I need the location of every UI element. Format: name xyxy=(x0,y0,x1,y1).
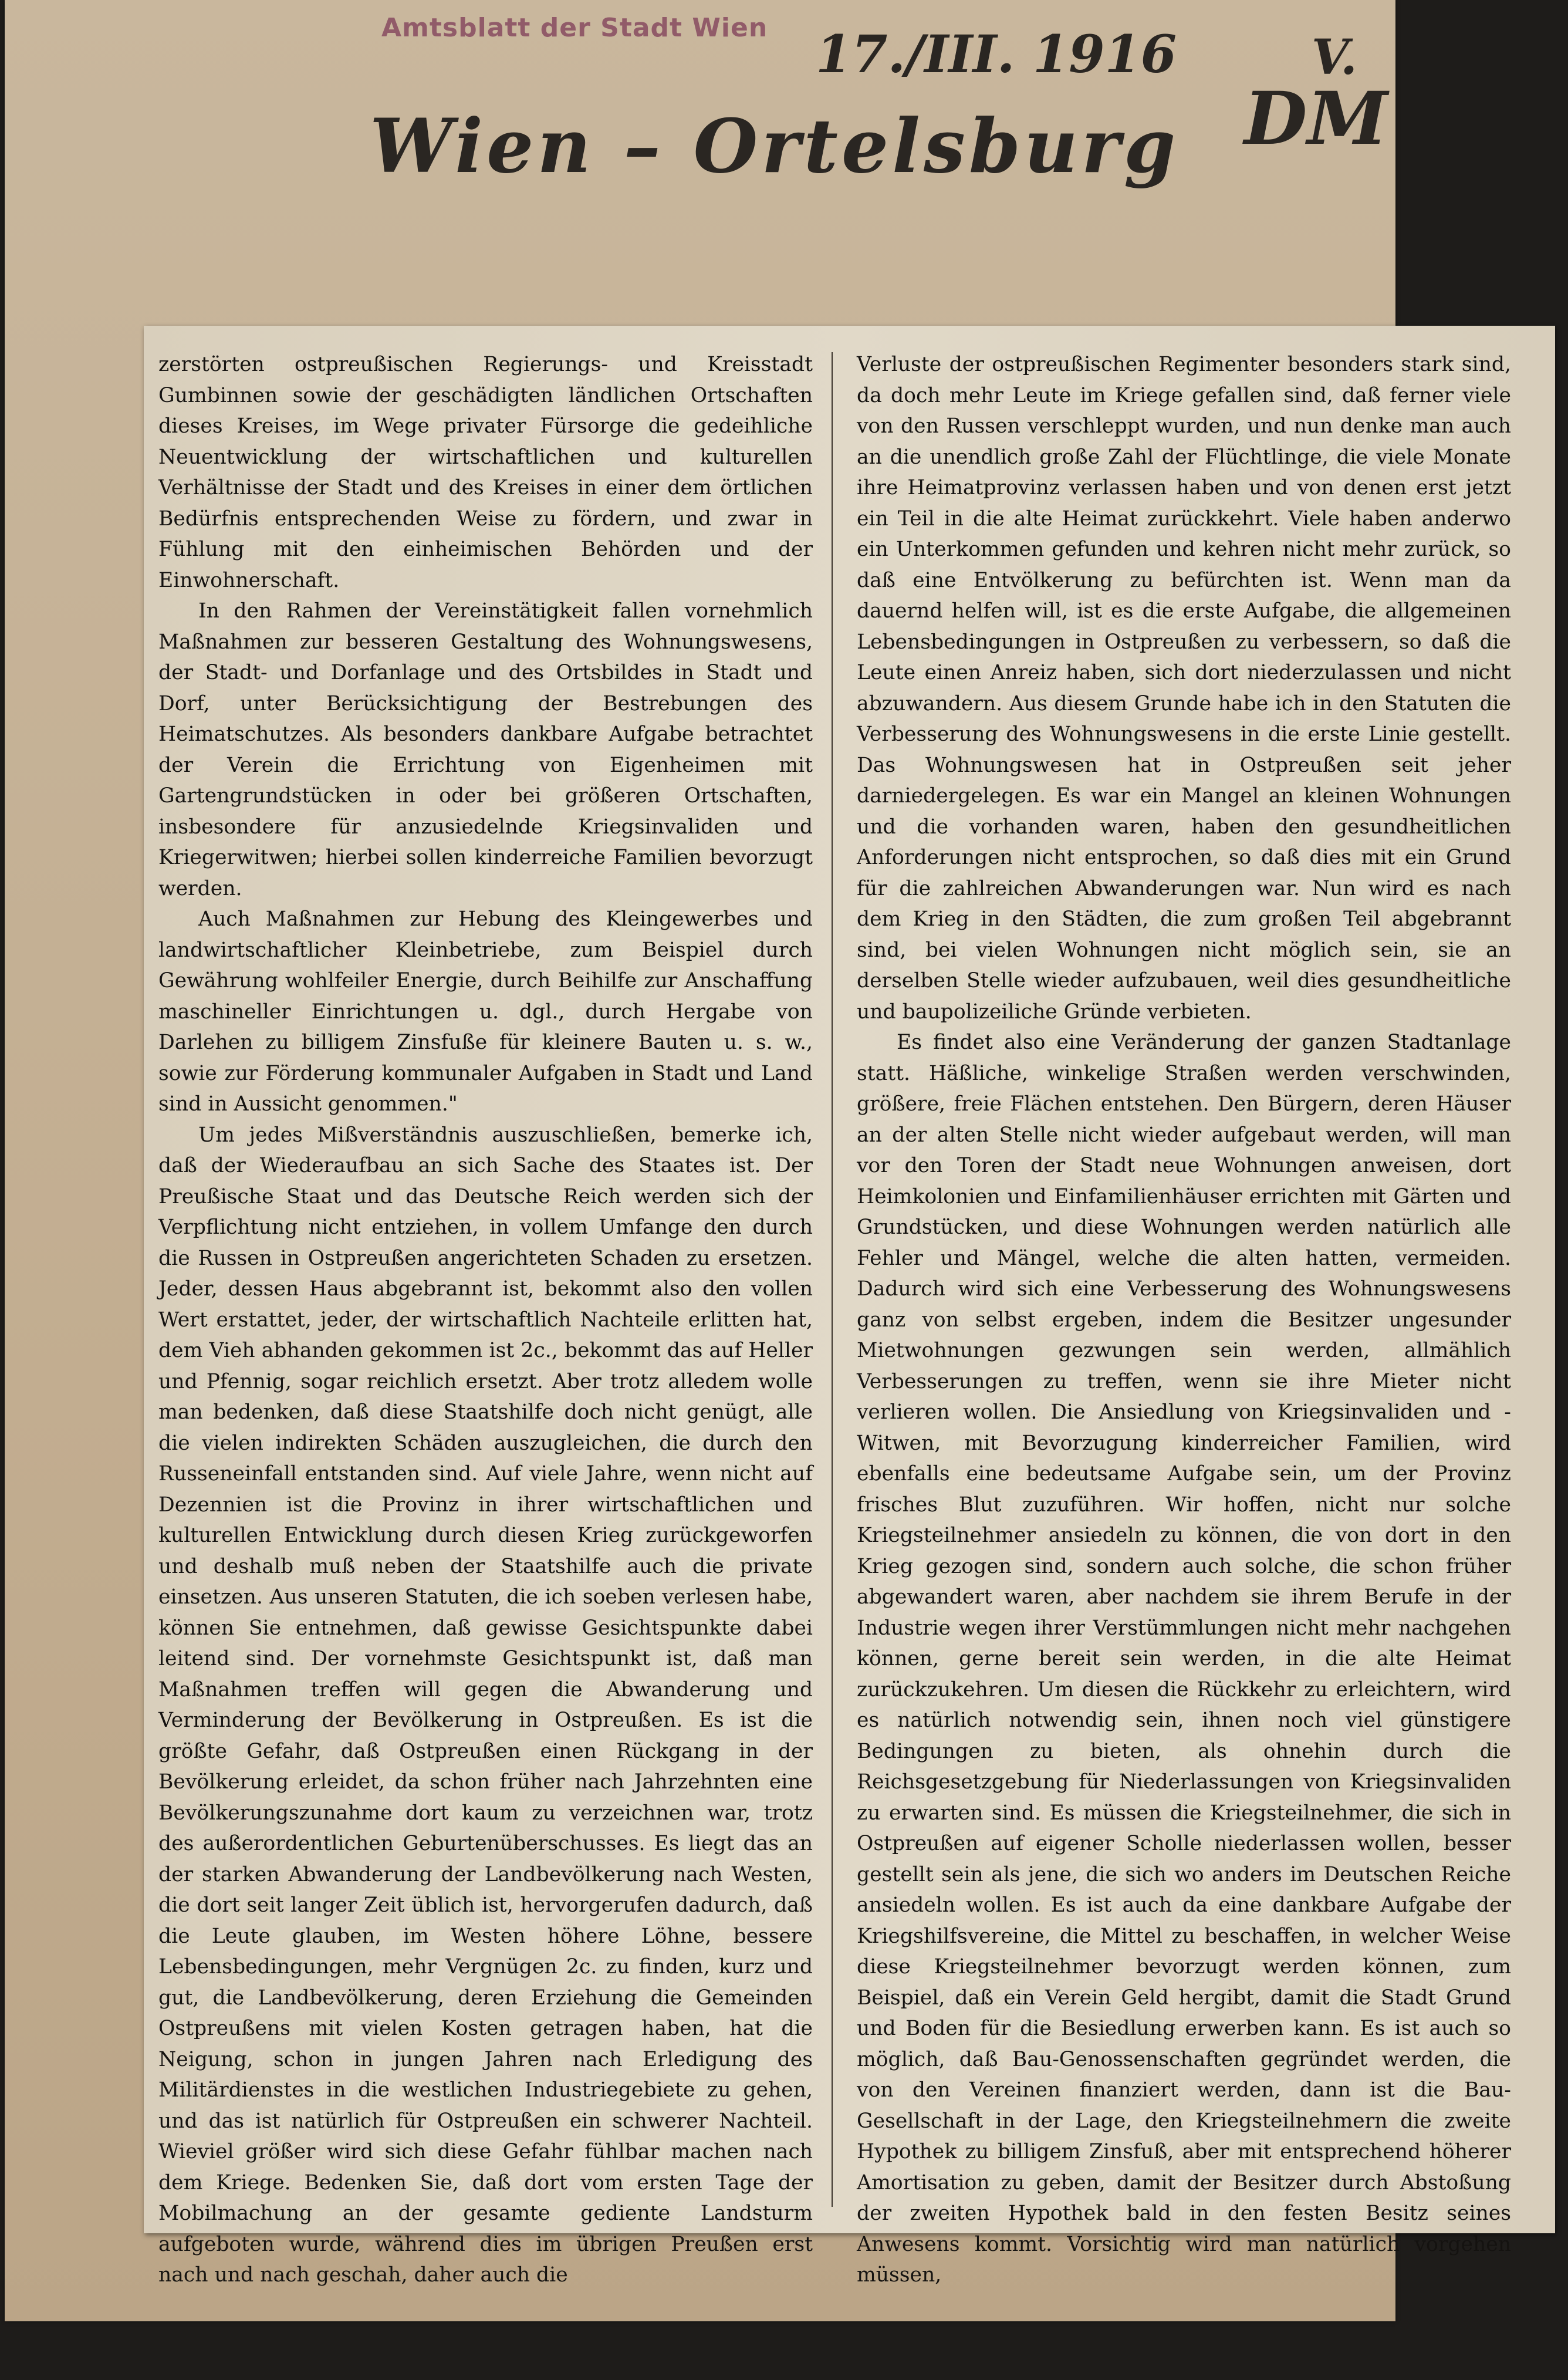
paragraph: Verluste der ostpreußischen Regimenter besonders stark sind, da doch mehr Leute im Kriege gefallen sind, daß ferner viele von den Russen verschleppt wurden, und nun denke man auch an die unendlich große Zahl der Flüchtlinge, die viele Monate ihre Heimatprovinz verlassen haben und von denen erst jetzt ein Teil in die alte Heimat zurückkehrt. Viele haben anderwo ein Unterkommen gefunden und kehren nicht mehr zurück, so daß eine Entvölkerung zu befürchten ist. Wenn man da dauernd helfen will, ist es die erste Aufgabe, die allgemeinen Lebensbedingungen in Ostpreußen zu verbessern, so daß die Leute einen Anreiz haben, sich dort niederzulassen und nicht abzuwandern. Aus diesem Grunde habe ich in den Statuten die Verbesserung des Wohnungswesens in die erste Linie gestellt. Das Wohnungswesen hat in Ostpreußen seit jeher darniedergelegen. Es war ein Mangel an kleinen Wohnungen und die vorhanden waren, haben den gesundheitlichen Anforderungen nicht entsprochen, so daß dies mit ein Grund für die zahlreichen Abwanderungen war. Nun wird es nach dem Krieg in den Städten, die zum großen Teil abgebrannt sind, bei vielen Wohnungen nicht möglich sein, sie an derselben Stelle wieder aufzubauen, weil dies gesundheitliche und baupolizeiliche Gründe verbieten. xyxy=(857,353,1511,1024)
newspaper-clipping xyxy=(144,326,1555,2287)
paragraph: zerstörten ostpreußischen Regierungs- und Kreisstadt Gumbinnen sowie der geschädigten ländlichen Ortschaften dieses Kreises, im Wege privater Fürsorge die gedeihliche Neuentwicklung der wirtschaftlichen und kulturellen Verhältnisse der Stadt und des Kreises in einer dem örtlichen Bedürfnis entsprechenden Weise zu fördern, und zwar in Fühlung mit den einheimischen Behörden und der Einwohnerschaft. xyxy=(158,353,813,592)
handwritten-initials: DM xyxy=(1244,76,1388,161)
newspaper-stamp: Amtsblatt der Stadt Wien xyxy=(381,13,768,43)
handwritten-title: Wien – Ortelsburg xyxy=(370,103,1180,190)
article-column-right xyxy=(857,349,1511,2287)
paragraph: In den Rahmen der Vereinstätigkeit fallen vornehmlich Maßnahmen zur besseren Gestaltung des Wohnungswesens, der Stadt- und Dorfanlage und des Ortsbildes in Stadt und Dorf, unter Berücksichtigung der Bestrebungen des Heimatschutzes. Als besonders dankbare Aufgabe betrachtet der Verein die Errichtung von Eigenheimen mit Gartengrundstücken in oder bei größeren Ortschaften, insbesondere für anzusiedelnde Kriegsinvaliden und Kriegerwitwen; hierbei sollen kinderreiche Familien bevorzugt werden. xyxy=(158,599,813,900)
handwritten-date: 17./III. 1916 xyxy=(816,23,1177,85)
article-column-left xyxy=(158,349,813,2287)
handwritten-roman-numeral: V. xyxy=(1312,29,1357,86)
paragraph: Es findet also eine Veränderung der ganzen Stadtanlage statt. Häßliche, winkelige Straßen werden verschwinden, größere, freie Flächen entstehen. Den Bürgern, deren Häuser an der alten Stelle nicht wieder aufgebaut werden, will man vor den Toren der Stadt neue Wohnungen anweisen, dort Heimkolonien und Einfamilienhäuser errichten mit Gärten und Grundstücken, und diese Wohnungen werden natürlich alle Fehler und Mängel, welche die alten hatten, vermeiden. Dadurch wird sich eine Verbesserung des Wohnungswesens ganz von selbst ergeben, indem die Besitzer ungesunder Mietwohnungen gezwungen sein werden, allmählich Verbesserungen zu treffen, wenn sie ihre Mieter nicht verlieren wollen. Die Ansiedlung von Kriegsinvaliden und -Witwen, mit Bevorzugung kinderreicher Familien, wird ebenfalls eine bedeutsame Aufgabe sein, um der Provinz frisches Blut zuzuführen. Wir hoffen, nicht nur solche Kriegsteilnehmer ansiedeln zu können, die von dort in den Krieg gezogen sind, sondern auch solche, die schon früher abgewandert waren, aber nachdem sie ihrem Berufe in der Industrie wegen ihrer Verstümmlungen nicht mehr nachgehen können, gerne bereit sein werden, in die alte Heimat zurückzukehren. Um diesen die Rückkehr zu erleichtern, wird es natürlich notwendig sein, ihnen noch viel günstigere Bedingungen zu bieten, als ohnehin durch die Reichsgesetzgebung für Niederlassungen von Kriegsinvaliden zu erwarten sind. Es müssen die Kriegsteilnehmer, die sich in Ostpreußen auf eigener Scholle niederlassen wollen, besser gestellt sein als jene, die sich wo anders im Deutschen Reiche ansiedeln wollen. Es ist auch da eine dankbare Aufgabe der Kriegshilfsvereine, die Mittel zu beschaffen, in welcher Weise diese Kriegsteilnehmer bevorzugt werden können, zum Beispiel, daß ein Verein Geld hergibt, damit die Stadt Grund und Boden für die Besiedlung erwerben kann. Es ist auch so möglich, daß Bau-Genossenschaften gegründet werden, die von den Vereinen finanziert werden, dann ist die Bau-Gesellschaft in der Lage, den Kriegsteilnehmern die zweite Hypothek zu billigem Zinsfuß, aber mit entsprechend höherer Amortisation zu geben, damit der Besitzer durch Abstoßung der zweiten Hypothek bald in den festen Besitz seines Anwesens kommt. Vorsichtig wird man natürlich vorgehen müssen, xyxy=(857,1031,1511,2287)
paragraph: Um jedes Mißverständnis auszuschließen, bemerke ich, daß der Wiederaufbau an sich Sache des Staates ist. Der Preußische Staat und das Deutsche Reich werden sich der Verpflichtung nicht entziehen, in vollem Umfange den durch die Russen in Ostpreußen angerichteten Schaden zu ersetzen. Jeder, dessen Haus abgebrannt ist, bekommt also den vollen Wert erstattet, jeder, der wirtschaftlich Nachteile erlitten hat, dem Vieh abhanden gekommen ist 2c., bekommt das auf Heller und Pfennig, sogar reichlich ersetzt. Aber trotz alledem wolle man bedenken, daß diese Staatshilfe doch nicht genügt, alle die vielen indirekten Schäden auszugleichen, die durch den Russeneinfall entstanden sind. Auf viele Jahre, wenn nicht auf Dezennien ist die Provinz in ihrer wirtschaftlichen und kulturellen Entwicklung durch diesen Krieg zurückgeworfen und deshalb muß neben der Staatshilfe auch die private einsetzen. Aus unseren Statuten, die ich soeben verlesen habe, können Sie entnehmen, daß gewisse Gesichtspunkte dabei leitend sind. Der vornehmste Gesichtspunkt ist, daß man Maßnahmen treffen will gegen die Abwanderung und Verminderung der Bevölkerung in Ostpreußen. Es ist die größte Gefahr, daß Ostpreußen einen Rückgang in der Bevölkerung erleidet, da schon früher nach Jahrzehnten eine Bevölkerungszunahme dort kaum zu verzeichnen war, trotz des außerordentlichen Geburtenüberschusses. Es liegt das an der starken Abwanderung der Landbevölkerung nach Westen, die dort seit langer Zeit üblich ist, hervorgerufen dadurch, daß die Leute glauben, im Westen höhere Löhne, bessere Lebensbedingungen, mehr Vergnügen 2c. zu finden, kurz und gut, die Landbevölkerung, deren Erziehung die Gemeinden Ostpreußens mit vielen Kosten getragen haben, hat die Neigung, schon in jungen Jahren nach Erledigung des Militärdienstes in die westlichen Industriegebiete zu gehen, und das ist natürlich für Ostpreußen ein schwerer Nachteil. Wieviel größer wird sich diese Gefahr fühlbar machen nach dem Kriege. Bedenken Sie, daß dort vom ersten Tage der Mobilmachung an der gesamte gediente Landsturm aufgeboten wurde, während dies im übrigen Preußen erst nach und nach geschah, daher auch die xyxy=(158,1123,813,2287)
column-divider xyxy=(832,352,833,2207)
paragraph: Auch Maßnahmen zur Hebung des Kleingewerbes und landwirtschaftlicher Kleinbetriebe, zum Beispiel durch Gewährung wohlfeiler Energie, durch Beihilfe zur Anschaffung maschineller Einrichtungen u. dgl., durch Hergabe von Darlehen zu billigem Zinsfuße für kleinere Bauten u. s. w., sowie zur Förderung kommunaler Aufgaben in Stadt und Land sind in Aussicht genommen." xyxy=(158,907,813,1116)
